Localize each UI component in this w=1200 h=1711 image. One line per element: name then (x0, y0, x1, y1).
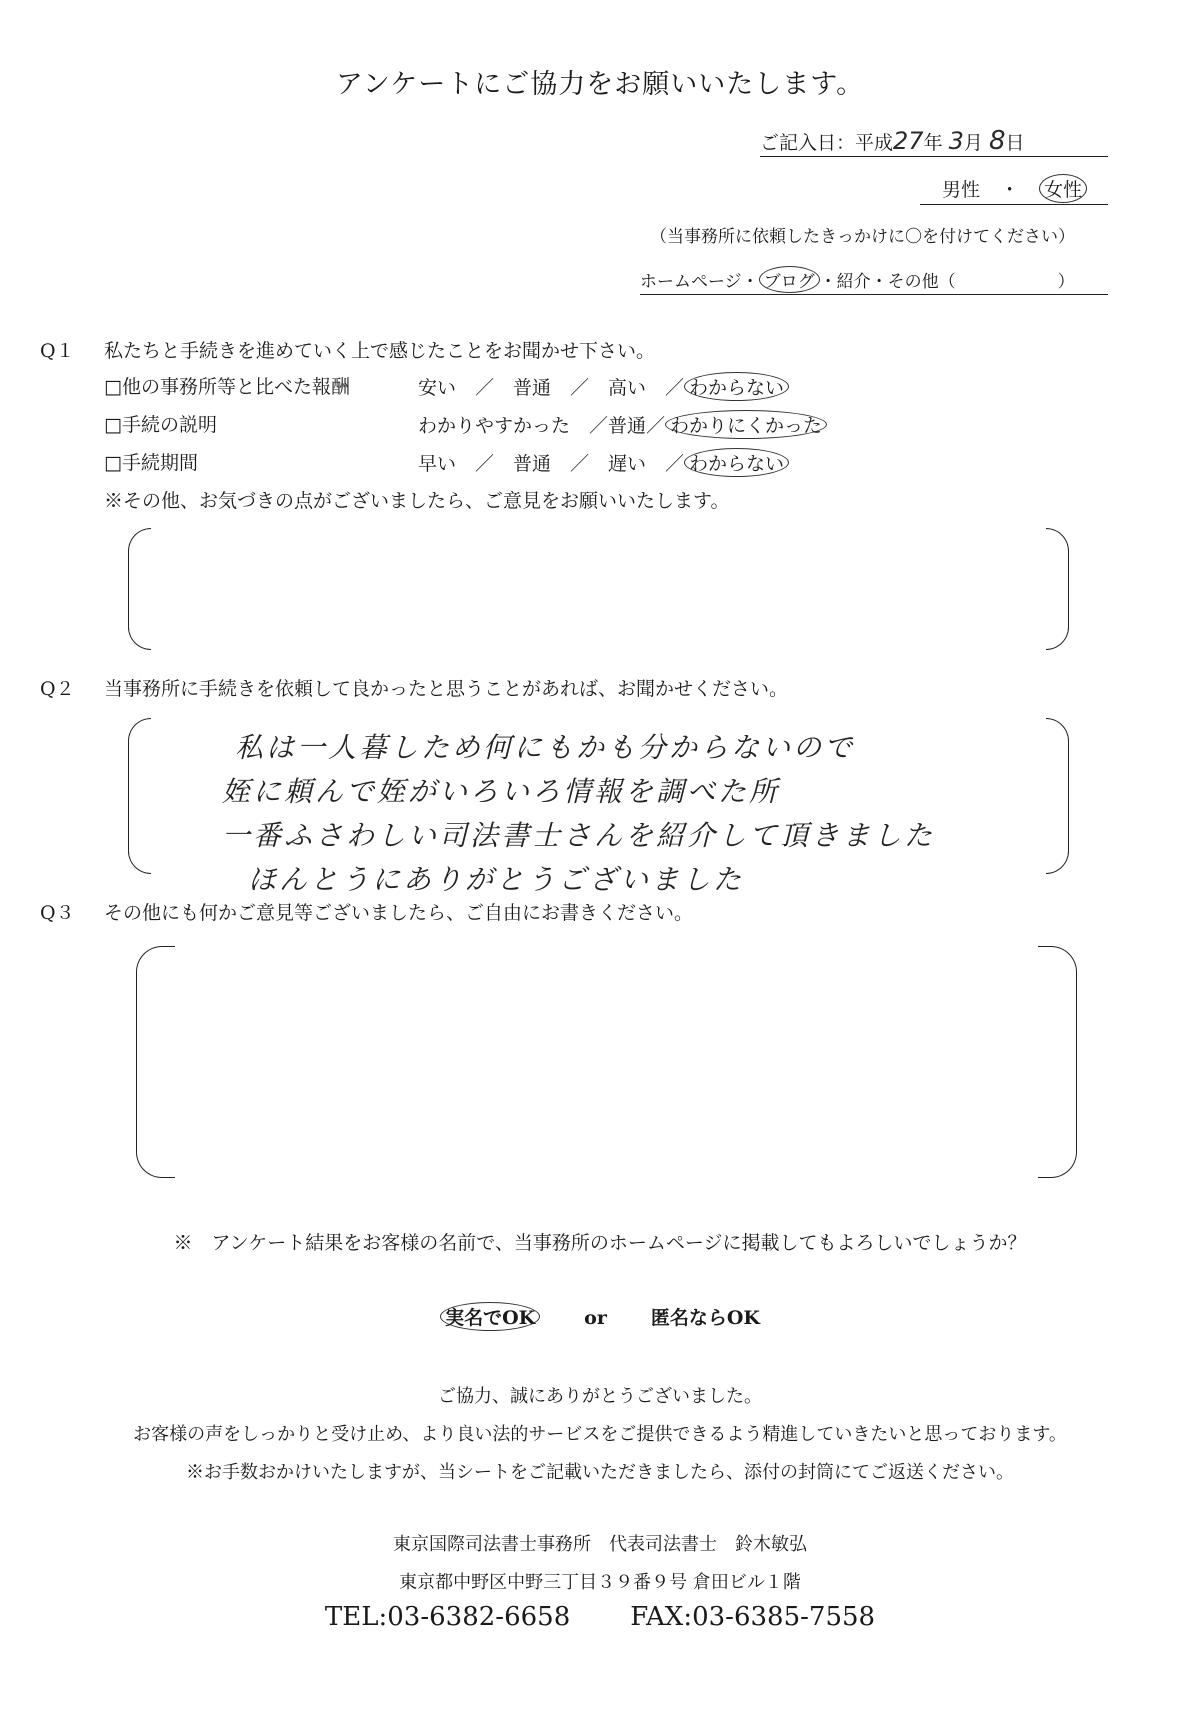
q2-answer-line-1: 私は一人暮しため何にもかも分からないので (235, 731, 856, 764)
date-month-unit: 月 (963, 132, 983, 154)
q2-label: Q２ (40, 678, 75, 700)
q2-answer-bracket-left (128, 718, 151, 874)
office-name: 東京国際司法書士事務所 代表司法書士 鈴木敏弘 (393, 1534, 807, 1555)
office-contact (0, 1602, 1200, 1632)
q1-fee-answer: わからない (684, 372, 789, 401)
q1-item-explanation: □手続の説明 (104, 414, 217, 436)
page-title: アンケートにご協力をお願いいたします。 (335, 69, 865, 100)
q3-label: Q３ (40, 902, 75, 924)
q2-answer-line-4: ほんとうにありがとうございました (248, 863, 745, 896)
q1-label: Q１ (40, 340, 75, 362)
option-anonymous: 匿名ならOK (650, 1307, 760, 1329)
date-day-unit: 日 (1005, 132, 1025, 154)
date-day: 8 (988, 126, 1006, 156)
q3-question: その他にも何かご意見等ございましたら、ご自由にお書きください。 (104, 902, 694, 924)
referral-note: （当事務所に依頼したきっかけに〇を付けてください） (650, 227, 1075, 247)
q2-answer-line-3: 一番ふさわしい司法書士さんを紹介して頂きました (222, 819, 936, 852)
publish-consent-question: ※ アンケート結果をお客様の名前で、当事務所のホームページに掲載してもよろしいでしょうか？ (173, 1232, 1027, 1254)
office-address: 東京都中野区中野三丁目３９番９号 倉田ビル１階 (399, 1572, 801, 1593)
q1-item-fee-options (418, 372, 789, 401)
office-tel: TEL:03-6382-6658 (324, 1602, 571, 1632)
office-fax: FAX:03-6385-7558 (630, 1602, 876, 1632)
thanks-line-2: お客様の声をしっかりと受け止め、より良い法的サービスをご提供できるよう精進していきたいと思っております。 (133, 1424, 1067, 1445)
q1-period-options: 早い ／ 普通 ／ 遅い ／ (418, 453, 685, 475)
entry-date (760, 126, 1108, 157)
q1-item-explanation-options (418, 410, 827, 439)
gender-female: 女性 (1039, 174, 1087, 203)
q1-item-period-options (418, 448, 789, 477)
publish-consent-options (0, 1302, 1200, 1331)
option-real-name: 実名でOK (440, 1302, 540, 1331)
q1-period-answer: わからない (684, 448, 789, 477)
date-month: 3 (948, 127, 964, 155)
date-year-unit: 年 (923, 132, 943, 154)
referral-blog: ブログ (759, 266, 820, 293)
referral-other: ・紹介・その他（ ） (819, 272, 1075, 292)
gender-separator: ・ (1000, 179, 1020, 201)
q1-explanation-answer: わかりにくかった (665, 410, 827, 439)
q2-answer-line-2: 姪に頼んで姪がいろいろ情報を調べた所 (222, 775, 781, 808)
thanks-line-1: ご協力、誠にありがとうございました。 (438, 1386, 762, 1407)
thanks-line-3: ※お手数おかけいたしますが、当シートをご記載いただきましたら、添付の封筒にてご返送ください。 (186, 1462, 1014, 1483)
referral-options (640, 266, 1108, 295)
gender-male: 男性 (942, 179, 981, 201)
q1-item-fee: □他の事務所等と比べた報酬 (104, 376, 350, 398)
q1-fee-options: 安い ／ 普通 ／ 高い ／ (418, 377, 685, 399)
q1-item-period: □手続期間 (104, 452, 198, 474)
referral-homepage: ホームページ・ (640, 272, 759, 292)
q2-question: 当事務所に手続きを依頼して良かったと思うことがあれば、お聞かせください。 (104, 678, 789, 700)
q3-answer-bracket-left (136, 946, 175, 1178)
option-or: or (584, 1307, 607, 1329)
q1-other-note: ※その他、お気づきの点がございましたら、ご意見をお願いいたします。 (104, 490, 730, 512)
q3-answer-bracket-right (1038, 946, 1077, 1178)
q1-comment-bracket-left (128, 528, 151, 650)
q1-explanation-options: わかりやすかった ／普通／ (418, 415, 666, 437)
q1-question: 私たちと手続きを進めていく上で感じたことをお聞かせ下さい。 (104, 340, 656, 362)
date-year: 27 (893, 127, 924, 155)
q2-answer-bracket-right (1046, 718, 1069, 874)
date-label: ご記入日：平成 (760, 132, 894, 154)
gender-selection (920, 174, 1108, 205)
q1-comment-bracket-right (1046, 528, 1069, 650)
